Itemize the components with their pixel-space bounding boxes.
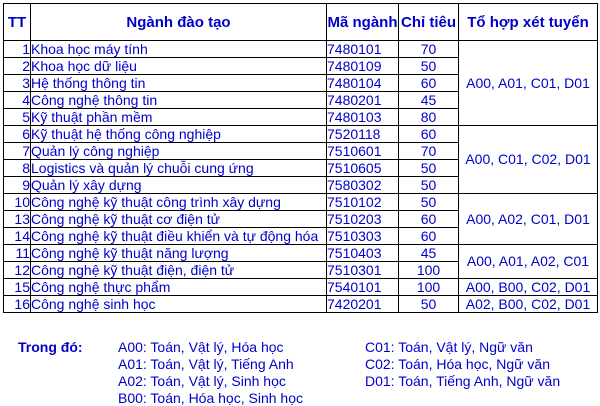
row-number: 5: [4, 109, 31, 126]
program-name: Công nghệ thông tin: [31, 92, 327, 109]
row-number: 3: [4, 75, 31, 92]
combination-legend: [18, 339, 594, 405]
legend-entry: C02: Toán, Hóa học, Ngữ văn: [365, 356, 551, 372]
header-combo: Tổ hợp xét tuyển: [459, 4, 598, 41]
program-name: Công nghệ kỹ thuật công trình xây dựng: [31, 194, 327, 211]
program-name: Quản lý công nghiệp: [31, 143, 327, 160]
table-row: [4, 279, 598, 296]
header-code: Mã ngành: [327, 4, 399, 41]
program-quota: 60: [399, 75, 459, 92]
program-code: 7510203: [327, 211, 399, 228]
program-code: 7580302: [327, 177, 399, 194]
legend-entry: A00: Toán, Vật lý, Hóa học: [118, 339, 284, 355]
program-quota: 100: [399, 262, 459, 279]
program-quota: 60: [399, 211, 459, 228]
program-code: 7540101: [327, 279, 399, 296]
row-number: 16: [4, 296, 31, 313]
program-code: 7480201: [327, 92, 399, 109]
header-quota: Chỉ tiêu: [399, 4, 459, 41]
row-number: 10: [4, 194, 31, 211]
row-number: 15: [4, 279, 31, 296]
program-name: Quản lý xây dựng: [31, 177, 327, 194]
program-quota: 70: [399, 143, 459, 160]
legend-title: Trong đó:: [18, 339, 83, 355]
program-code: 7510303: [327, 228, 399, 245]
program-name: Công nghệ thực phẩm: [31, 279, 327, 296]
program-quota: 50: [399, 296, 459, 313]
program-quota: 60: [399, 126, 459, 143]
combo-group: A00, C01, C02, D01: [459, 126, 598, 194]
program-name: Công nghệ sinh học: [31, 296, 327, 313]
program-code: 7480101: [327, 41, 399, 58]
program-name: Công nghệ kỹ thuật năng lượng: [31, 245, 327, 262]
program-name: Công nghệ kỹ thuật điều khiển và tự động hóa: [31, 228, 327, 245]
program-name: Công nghệ kỹ thuật cơ điện tử: [31, 211, 327, 228]
combo-group: A00, A02, C01, D01: [459, 194, 598, 245]
program-quota: 45: [399, 245, 459, 262]
program-name: Khoa học dữ liệu: [31, 58, 327, 75]
header-program: Ngành đào tạo: [31, 4, 327, 41]
legend-entry: A01: Toán, Vật lý, Tiếng Anh: [118, 356, 294, 372]
row-number: 1: [4, 41, 31, 58]
combo-group: A00, A01, C01, D01: [459, 41, 598, 126]
table-row: [4, 126, 598, 143]
row-number: 2: [4, 58, 31, 75]
combo-group: A00, A01, A02, C01: [459, 245, 598, 279]
combo-group: A00, B00, C02, D01: [459, 279, 598, 296]
table-row: [4, 41, 598, 58]
program-name: Kỹ thuật phần mềm: [31, 109, 327, 126]
program-quota: 70: [399, 41, 459, 58]
program-quota: 45: [399, 92, 459, 109]
row-number: 9: [4, 177, 31, 194]
row-number: 7: [4, 143, 31, 160]
program-code: 7510601: [327, 143, 399, 160]
program-name: Kỹ thuật hệ thống công nghiệp: [31, 126, 327, 143]
program-code: 7510403: [327, 245, 399, 262]
table-row: [4, 296, 598, 313]
program-quota: 50: [399, 177, 459, 194]
legend-entry: D01: Toán, Tiếng Anh, Ngữ văn: [365, 373, 561, 389]
program-name: Logistics và quản lý chuỗi cung ứng: [31, 160, 327, 177]
program-name: Khoa học máy tính: [31, 41, 327, 58]
program-quota: 50: [399, 194, 459, 211]
program-code: 7480103: [327, 109, 399, 126]
program-code: 7480109: [327, 58, 399, 75]
program-quota: 100: [399, 279, 459, 296]
program-quota: 50: [399, 160, 459, 177]
program-quota: 50: [399, 58, 459, 75]
program-code: 7510102: [327, 194, 399, 211]
row-number: 8: [4, 160, 31, 177]
row-number: 12: [4, 262, 31, 279]
legend-entry: B00: Toán, Hóa học, Sinh học: [118, 390, 303, 406]
row-number: 6: [4, 126, 31, 143]
table-row: [4, 194, 598, 211]
program-name: Hệ thống thông tin: [31, 75, 327, 92]
program-code: 7510605: [327, 160, 399, 177]
admission-table: [3, 3, 598, 313]
legend-entry: C01: Toán, Vật lý, Ngữ văn: [365, 339, 533, 355]
program-code: 7510301: [327, 262, 399, 279]
program-code: 7520118: [327, 126, 399, 143]
row-number: 13: [4, 211, 31, 228]
program-quota: 60: [399, 228, 459, 245]
program-code: 7420201: [327, 296, 399, 313]
program-name: Công nghệ kỹ thuật điện, điện tử: [31, 262, 327, 279]
row-number: 4: [4, 92, 31, 109]
program-code: 7480104: [327, 75, 399, 92]
table-row: [4, 245, 598, 262]
row-number: 14: [4, 228, 31, 245]
header-row: [4, 4, 598, 41]
program-quota: 80: [399, 109, 459, 126]
legend-entry: A02: Toán, Vật lý, Sinh học: [118, 373, 286, 389]
row-number: 11: [4, 245, 31, 262]
combo-group: A02, B00, C02, D01: [459, 296, 598, 313]
header-tt: TT: [4, 4, 31, 41]
